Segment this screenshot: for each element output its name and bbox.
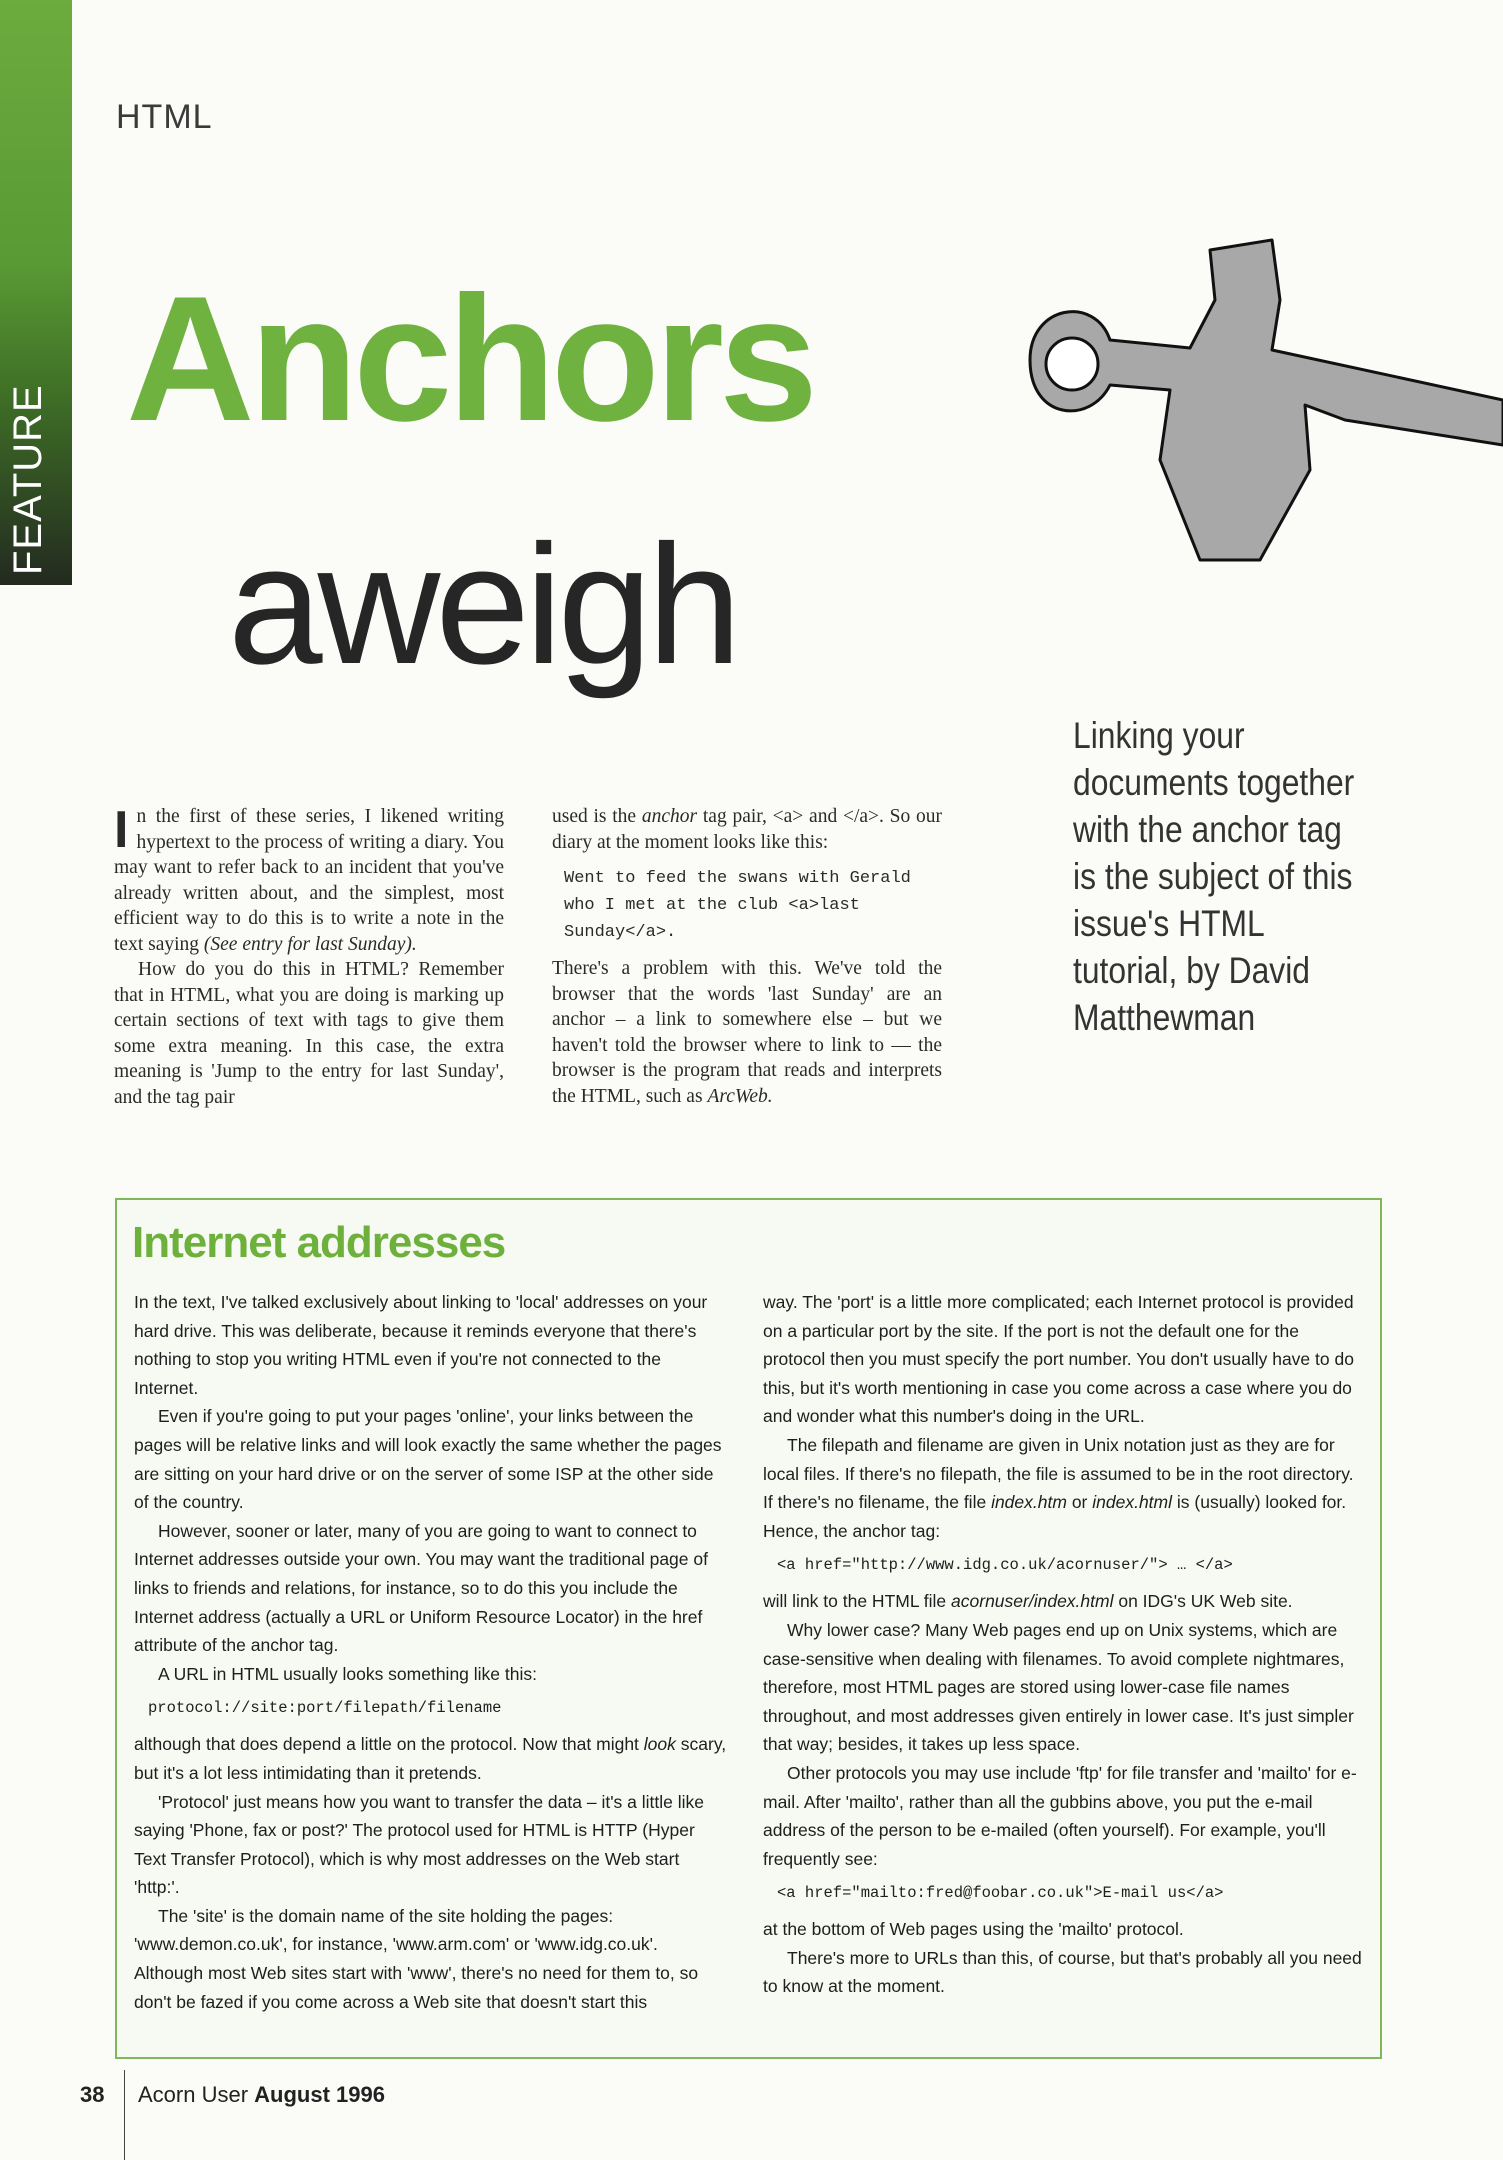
box-paragraph: In the text, I've talked exclusively about linking to 'local' addresses on your hard drive. This was deliberate, because it reminds everyone that there's nothing to stop you writing HTML even if you're not connected to the Internet.: [134, 1292, 708, 1398]
code-sample: <a href="mailto:fred@foobar.co.uk">E-mail us</a>: [777, 1884, 1224, 1903]
box-column-right: [763, 1288, 1363, 2001]
article-column-2: [552, 804, 942, 1109]
box-paragraph: will link to the HTML file acornuser/index.html on IDG's UK Web site.: [763, 1591, 1293, 1612]
box-paragraph: at the bottom of Web pages using the 'mailto' protocol.: [763, 1919, 1184, 1940]
box-paragraph: The 'site' is the domain name of the site holding the pages: 'www.demon.co.uk', for instance, 'www.arm.com' or 'www.idg.co.uk'. Although most Web sites start with 'www', there's no need for them to, so don't be fazed if you come across a Web site that doesn't start this: [134, 1905, 699, 2012]
box-paragraph: The filepath and filename are given in Unix notation just as they are for local files. If there's no filepath, the file is assumed to be in the root directory. If there's no filename, the file index.htm or index.html is (usually) looked for. Hence, the anchor tag:: [763, 1434, 1354, 1541]
box-paragraph: Other protocols you may use include 'ftp' for file transfer and 'mailto' for e-mail. After 'mailto', rather than all the gubbins above, you put the e-mail address of the person to be e-mailed (often yourself). For example, you'll frequently see:: [763, 1762, 1357, 1869]
headline-anchors: Anchors: [126, 259, 813, 458]
box-paragraph: 'Protocol' just means how you want to transfer the data – it's a little like saying 'Phone, fax or post?' The protocol used for HTML is HTTP (Hyper Text Transfer Protocol), which is why most addresses on the Web start 'http:'.: [134, 1791, 704, 1898]
feature-label: [6, 515, 51, 575]
headline-aweigh: aweigh: [228, 510, 737, 700]
anchor-icon: [1010, 230, 1503, 600]
box-column-left: [134, 1288, 729, 2016]
article-column-1: [114, 801, 504, 1110]
drop-cap: I: [114, 801, 129, 859]
article-paragraph: In the first of these series, I likened writing hypertext to the process of writing a diary. You may want to refer back to an incident that you've already written about, and the simplest, most efficient way to do this is to write a note in the text saying (See entry for last Sunday).: [114, 801, 504, 955]
box-paragraph: There's more to URLs than this, of course, but that's probably all you need to know at the moment.: [763, 1947, 1362, 1997]
code-sample: <a href="http://www.idg.co.uk/acornuser/"> … </a>: [777, 1556, 1233, 1575]
page-number: 38: [80, 2082, 105, 2107]
box-paragraph: way. The 'port' is a little more complicated; each Internet protocol is provided on a particular port by the site. If the port is not the default one for the protocol then you must specify the port number. You don't usually have to do this, but it's worth mentioning in case you come across a case where you do and wonder what this number's doing in the URL.: [763, 1292, 1354, 1427]
box-paragraph: Even if you're going to put your pages 'online', your links between the pages will be relative links and will look exactly the same whether the pages are sitting on your hard drive or on the server of some ISP at the other side of the country.: [134, 1406, 722, 1513]
standfirst: Linking your documents together with the anchor tag is the subject of this issue's HTML tutorial, by David Matthewman: [1073, 715, 1355, 1038]
box-title: Internet addresses: [132, 1218, 506, 1267]
code-sample: protocol://site:port/filepath/filename: [148, 1699, 502, 1718]
box-paragraph: However, sooner or later, many of you are going to want to connect to Internet addresses outside your own. You may want the traditional page of links to friends and relations, for instance, so to do this you include the Internet address (actually a URL or Uniform Resource Locator) in the href attribute of the anchor tag.: [134, 1520, 708, 1656]
box-paragraph: Why lower case? Many Web pages end up on Unix systems, which are case-sensitive when dealing with filenames. To avoid complete nightmares, therefore, most HTML pages are stored using lower-case file names throughout, and most addresses given entirely in lower case. It's just simpler that way; besides, it takes up less space.: [763, 1619, 1354, 1755]
code-sample: Went to feed the swans with Gerald who I met at the club <a>last Sunday</a>.: [564, 869, 911, 942]
box-paragraph: A URL in HTML usually looks something like this:: [158, 1663, 537, 1684]
section-label: HTML: [116, 98, 213, 136]
article-paragraph: There's a problem with this. We've told the browser that the words 'last Sunday' are an anchor – a link to somewhere else – but we haven't told the browser where to link to — the browser is the program that reads and interprets the HTML, such as ArcWeb.: [552, 958, 942, 1107]
footer-magazine: Acorn User August 1996: [138, 2082, 385, 2107]
footer-divider: [124, 2070, 125, 2160]
box-paragraph: although that does depend a little on the protocol. Now that might look scary, but it's a lot less intimidating than it pretends.: [134, 1734, 727, 1783]
article-paragraph: used is the anchor tag pair, <a> and </a>. So our diary at the moment looks like this:: [552, 806, 943, 853]
article-paragraph: How do you do this in HTML? Remember that in HTML, what you are doing is marking up certain sections of text with tags to give them some extra meaning. In this case, the extra meaning is 'Jump to the entry for last Sunday', and the tag pair: [114, 959, 504, 1108]
